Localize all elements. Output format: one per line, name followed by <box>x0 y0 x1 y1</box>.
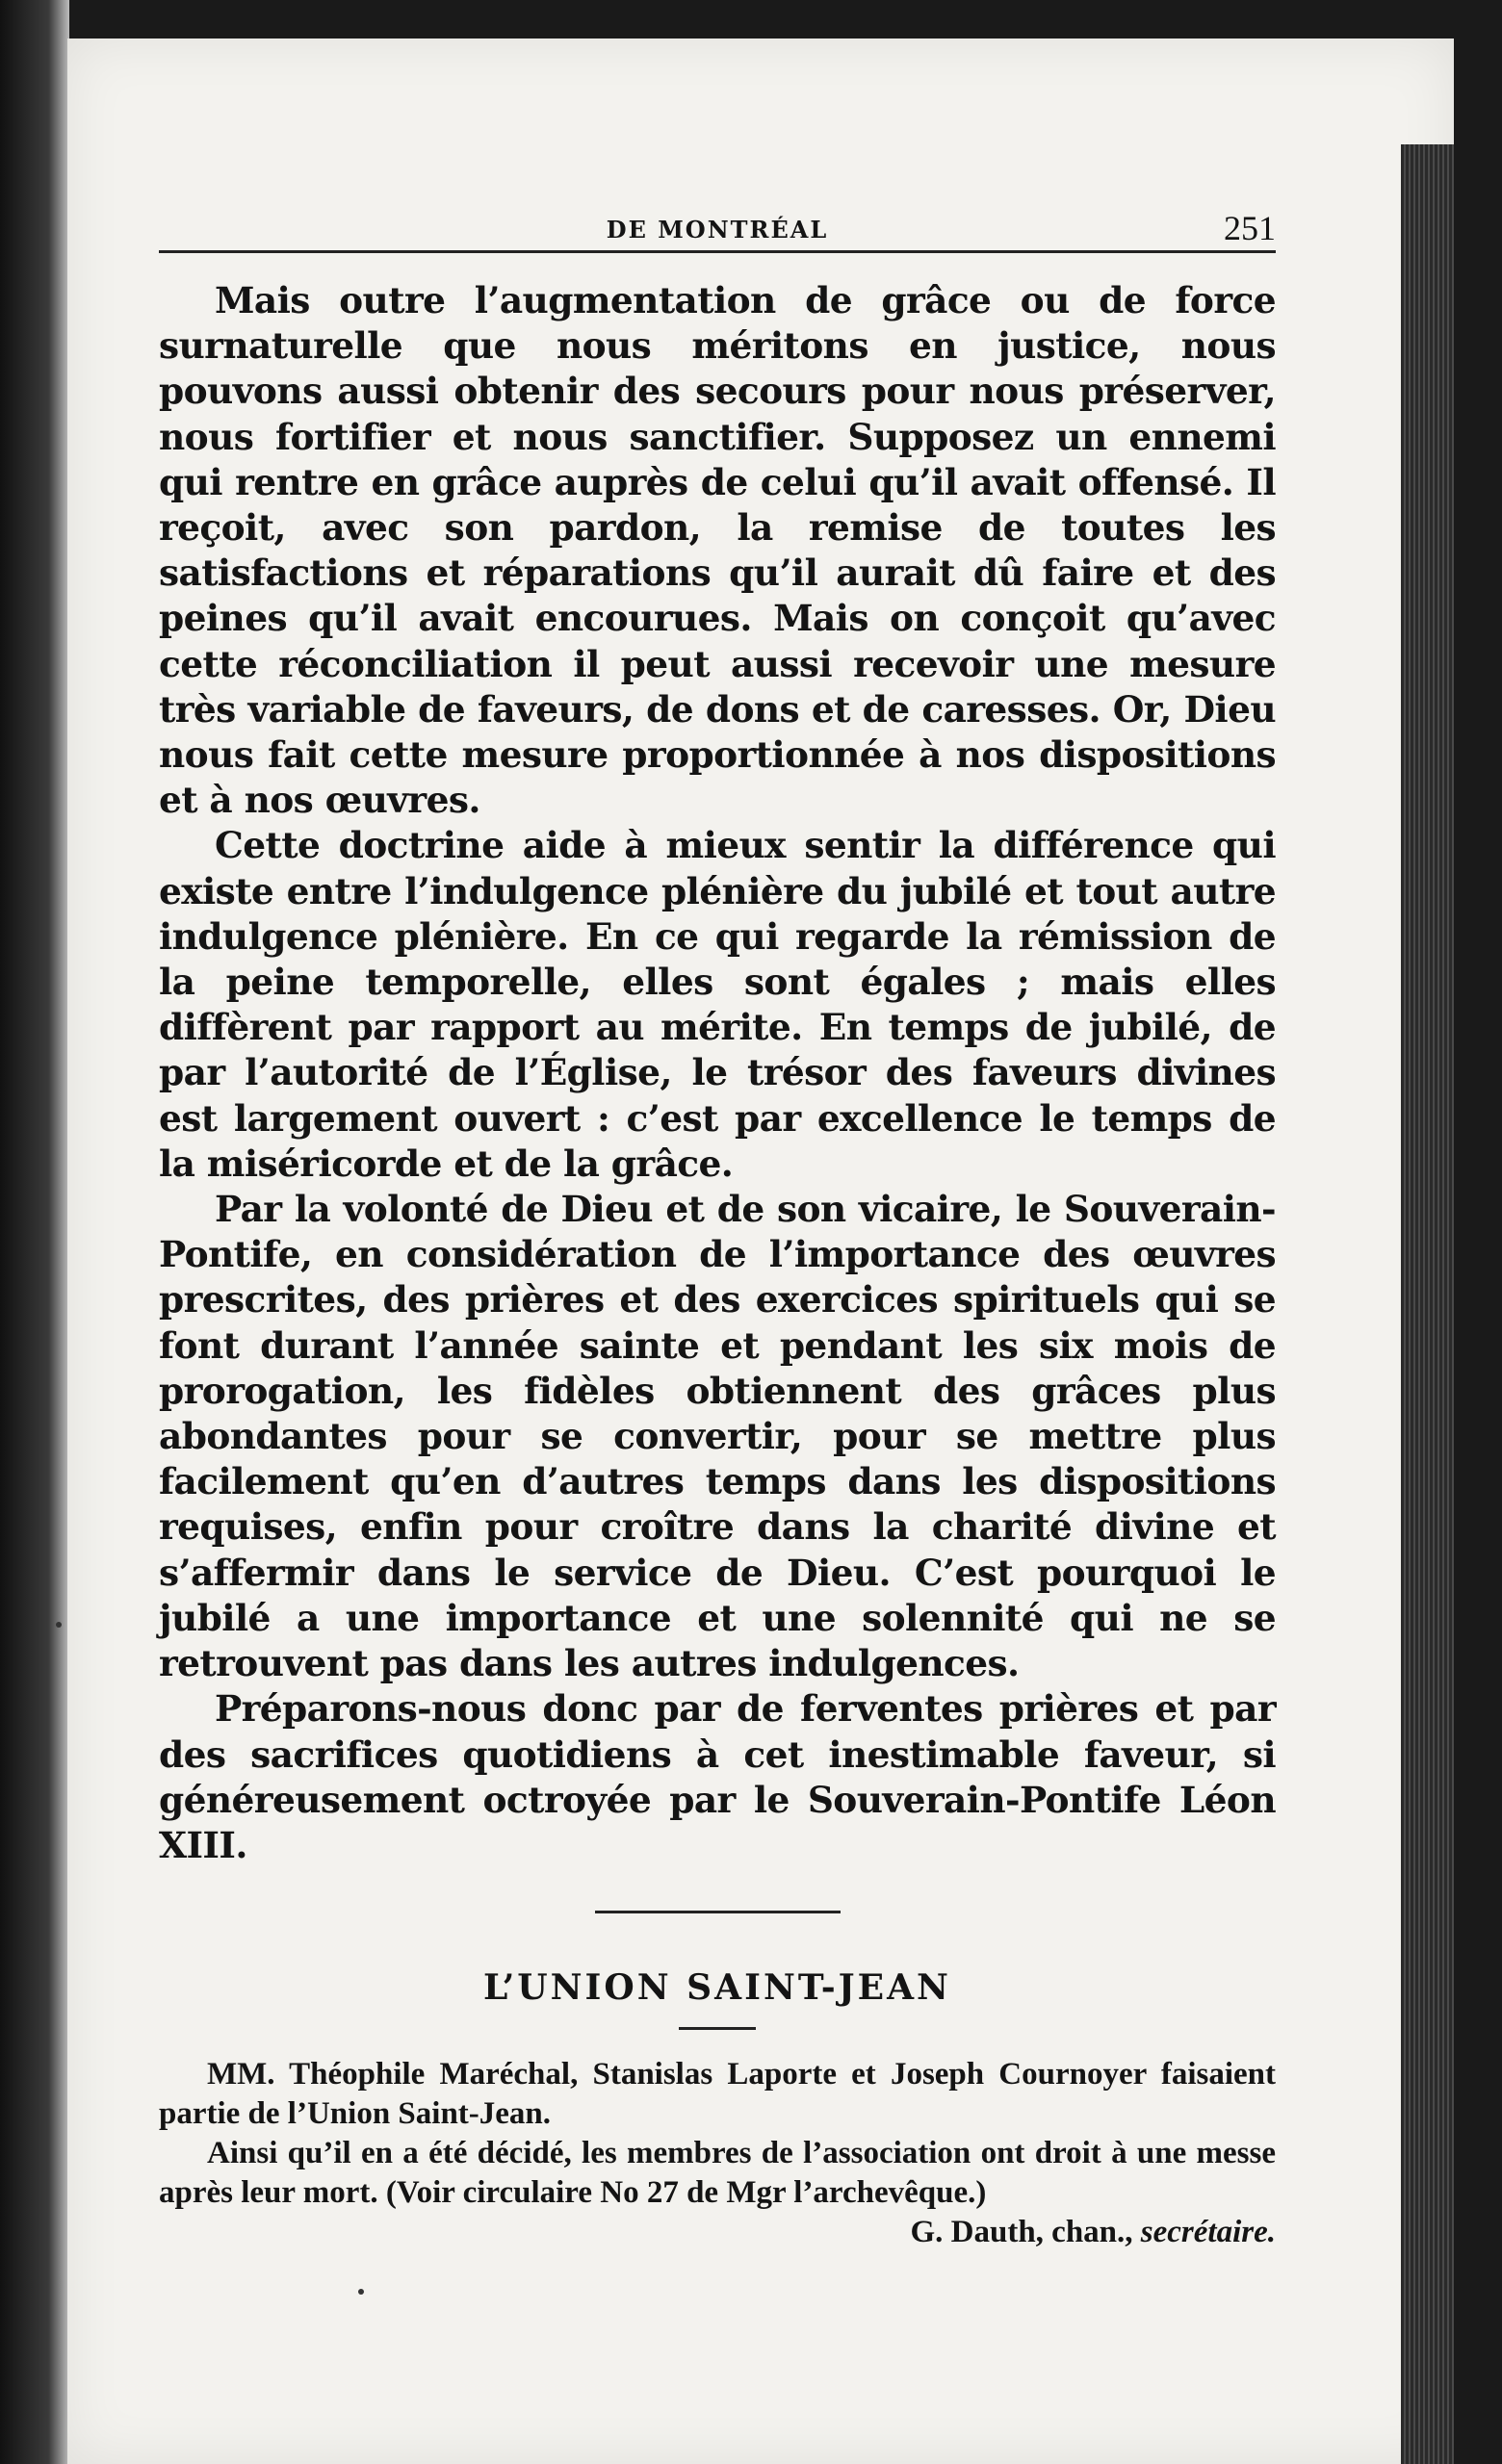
ink-speck <box>358 2289 364 2295</box>
paragraph: Mais outre l’augmentation de grâce ou de force surnaturelle que nous méritons en justice, nous pouvons aussi obtenir des secours pour nous préserver, nous fortifier et nous sanctifier. Supposez un ennemi qui rentre en grâce auprès de celui qu’il avait offensé. Il reçoit, avec son pardon, la remise de toutes les satisfactions et réparations qu’il aurait dû faire et des peines qu’il avait encourues. Mais on conçoit qu’avec cette réconciliation il peut aussi recevoir une mesure très variable de faveurs, de dons et de caresses. Or, Dieu nous fait cette mesure proportionnée à nos dispositions et à nos œuvres. <box>159 279 1276 822</box>
page-number: 251 <box>1224 209 1276 247</box>
paragraph: Par la volonté de Dieu et de son vicaire, le Souverain-Pontife, en considération de l’importance des œuvres prescrites, des prières et des exercices spirituels qui se font durant l’année sainte et pendant les six mois de prorogation, les fidèles obtiennent des grâces plus abondantes pour se convertir, pour se mettre plus facilement qu’en d’autres temps dans les dispositions requises, enfin pour croître dans la charité divine et s’affermir dans le service de Dieu. C’est pourquoi le jubilé a une importance et une solennité qui ne se retrouvent pas dans les autres indulgences. <box>159 1188 1276 1685</box>
book-spine-shadow <box>0 0 69 2464</box>
section-divider <box>595 1911 841 1913</box>
signature-name: G. Dauth, chan., <box>910 2215 1133 2250</box>
title-underline <box>679 2027 756 2030</box>
page-content <box>159 173 1276 2250</box>
signature <box>159 2215 1276 2250</box>
notice-paragraph: Ainsi qu’il en a été décidé, les membres de l’association ont droit à une messe après leur mort. (Voir circulaire No 27 de Mgr l’archevêque.) <box>159 2136 1276 2211</box>
main-text <box>159 278 1276 1868</box>
running-title: DE MONTRÉAL <box>606 216 829 244</box>
notice-paragraph: MM. Théophile Maréchal, Stanislas Laporte et Joseph Cournoyer faisaient partie de l’Union Saint-Jean. <box>159 2057 1276 2132</box>
running-header <box>159 173 1276 253</box>
paragraph: Préparons-nous donc par de ferventes prières et par des sacrifices quotidiens à cet inestimable faveur, si généreusement octroyée par le Souverain-Pontife Léon XIII. <box>159 1687 1276 1866</box>
section-title: L’UNION SAINT-JEAN <box>483 1967 951 2009</box>
ink-speck <box>56 1622 62 1628</box>
page-edges <box>1401 144 1454 2464</box>
paragraph: Cette doctrine aide à mieux sentir la différence qui existe entre l’indulgence plénière du jubilé et tout autre indulgence plénière. En ce qui regarde la rémission de la peine temporelle, elles sont égales ; mais elles diffèrent par rapport au mérite. En temps de jubilé, de par l’autorité de l’Église, le trésor des faveurs divines est largement ouvert : c’est par excellence le temps de la miséricorde et de la grâce. <box>159 824 1276 1185</box>
notice-text <box>159 2055 1276 2213</box>
signature-role: secrétaire. <box>1140 2215 1276 2250</box>
